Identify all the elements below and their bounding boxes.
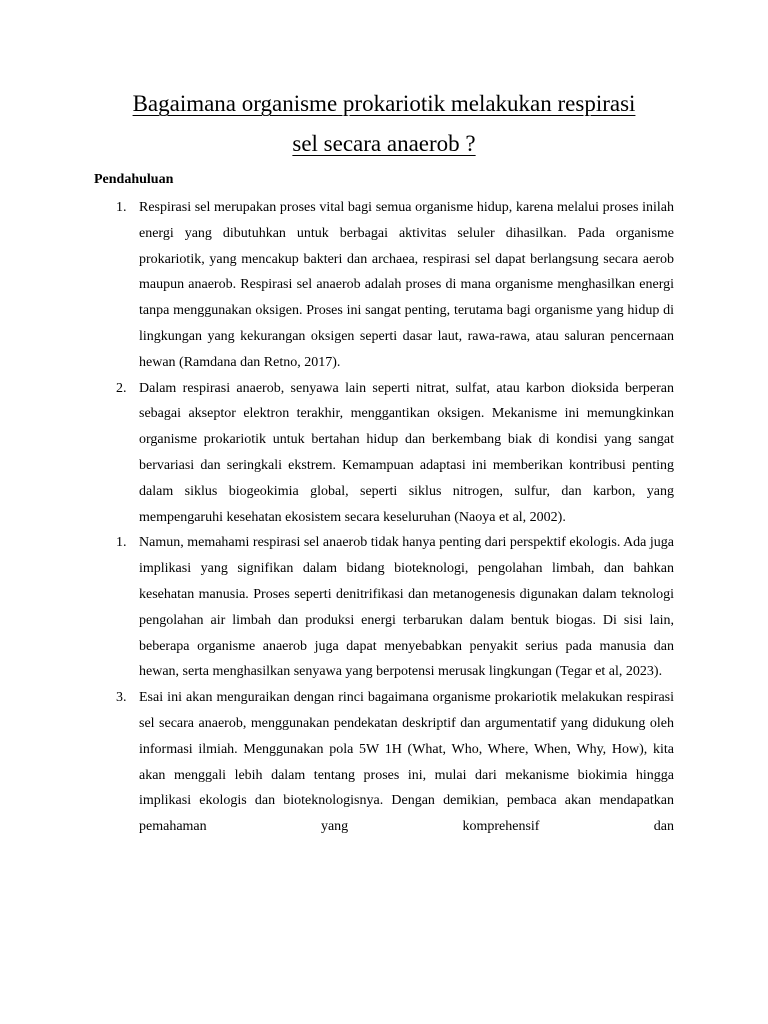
- list-item: [94, 195, 674, 376]
- section-heading: Pendahuluan: [94, 172, 174, 187]
- list-item-text: Dalam respirasi anaerob, senyawa lain seperti nitrat, sulfat, atau karbon dioksida berperan sebagai akseptor elektron terakhir, menggantikan oksigen. Mekanisme ini memungkinkan organisme prokariotik untuk bertahan hidup dan berkembang biak di kondisi yang sangat bervariasi dan seringkali ekstrem. Kemampuan adaptasi ini memberikan kontribusi penting dalam siklus biogeokimia global, seperti siklus nitrogen, sulfur, dan karbon, yang mempengaruhi kesehatan ekosistem secara keseluruhan (Naoya et al, 2002).: [139, 380, 674, 525]
- list-item-text: Namun, memahami respirasi sel anaerob tidak hanya penting dari perspektif ekologis. Ada juga implikasi yang signifikan dalam bidang bioteknologi, pengolahan limbah, dan bahkan kesehatan manusia. Proses seperti denitrifikasi dan metanogenesis digunakan dalam teknologi pengolahan air limbah dan produksi energi terbarukan dalam bentuk biogas. Di sisi lain, beberapa organisme anaerob juga dapat menyebabkan penyakit serius pada manusia dan hewan, serta menghasilkan senyawa yang berpotensi merusak lingkungan (Tegar et al, 2023).: [139, 535, 674, 680]
- list-item-number: 3.: [116, 690, 127, 706]
- title-line-1: Bagaimana organisme prokariotik melakukan respirasi: [132, 91, 636, 116]
- list-item: [94, 376, 674, 531]
- list-item: [94, 530, 674, 685]
- list-item-number: 1.: [116, 535, 127, 551]
- list-item-number: 1.: [116, 200, 127, 215]
- list-item-text: Esai ini akan menguraikan dengan rinci bagaimana organisme prokariotik melakukan respirasi sel secara anaerob, menggunakan pendekatan deskriptif dan argumentatif yang didukung oleh informasi ilmiah. Menggunakan pola 5W 1H (What, Who, Where, When, Why, How), kita akan menggali lebih dalam tentang proses ini, mulai dari mekanisme biokimia hingga implikasi ekologis dan bioteknologisnya. Dengan demikian, pembaca akan mendapatkan pemahaman yang komprehensif dan: [139, 690, 674, 835]
- title-line-2: sel secara anaerob ?: [292, 131, 476, 156]
- document-title: [60, 84, 708, 164]
- list-item-number: 2.: [116, 380, 127, 396]
- list-item-text: Respirasi sel merupakan proses vital bagi semua organisme hidup, karena melalui proses inilah energi yang dibutuhkan untuk berbagai aktivitas seluler dihasilkan. Pada organisme prokariotik, yang mencakup bakteri dan archaea, respirasi sel dapat berlangsung secara aerob maupun anaerob. Respirasi sel anaerob adalah proses di mana organisme menghasilkan energi tanpa menggunakan oksigen. Proses ini sangat penting, terutama bagi organisme yang hidup di lingkungan yang kekurangan oksigen seperti dasar laut, rawa-rawa, atau saluran pencernaan hewan (Ramdana dan Retno, 2017).: [139, 200, 674, 370]
- list-item: [94, 685, 674, 840]
- numbered-list: [94, 195, 674, 840]
